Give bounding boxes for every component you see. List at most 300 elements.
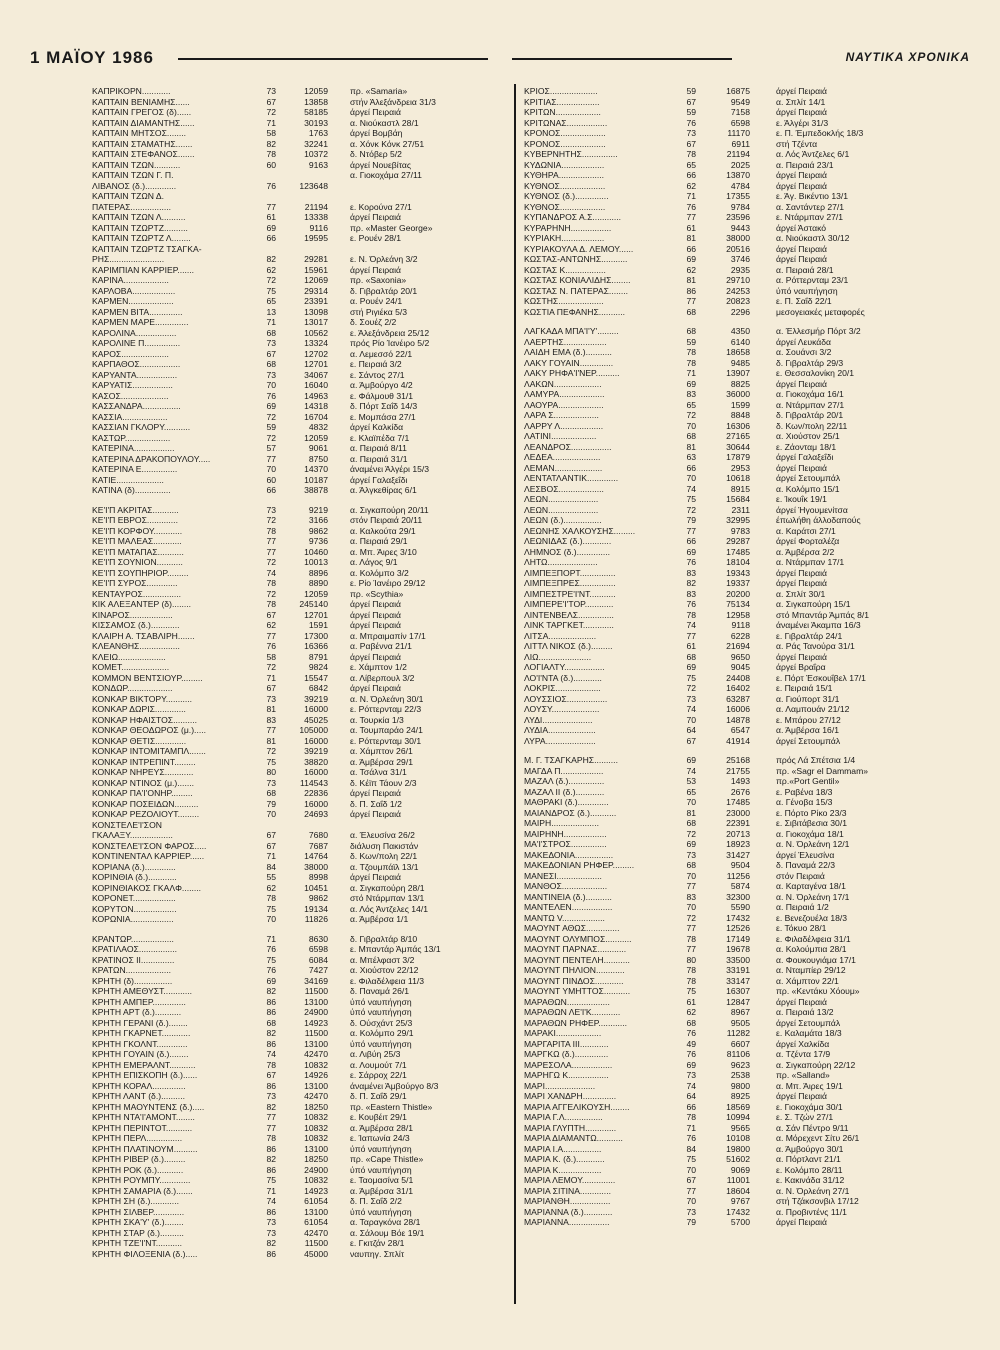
ship-position: α. Έλλεσμήρ Πόρτ 3/2	[776, 326, 861, 336]
build-year: 86	[266, 1007, 276, 1017]
tonnage: 16000	[304, 767, 328, 777]
tonnage: 1763	[308, 128, 328, 138]
tonnage: 22836	[304, 788, 328, 798]
tonnage: 34169	[304, 975, 328, 986]
tonnage: 14923	[304, 1185, 328, 1196]
ship-row	[92, 296, 502, 307]
build-year: 74	[686, 1080, 696, 1091]
tonnage: 14878	[726, 714, 750, 725]
ship-row	[524, 1070, 974, 1081]
ship-row	[92, 265, 502, 276]
build-year: 72	[266, 557, 276, 567]
ship-name: ΚΑΣΣΙΑ...................	[92, 411, 168, 422]
tonnage: 12702	[304, 348, 328, 359]
tonnage: 10832	[304, 1122, 328, 1133]
tonnage: 29281	[304, 254, 328, 264]
tonnage: 9549	[730, 96, 750, 107]
build-year: 68	[686, 651, 696, 662]
ship-position: μεσογειακές μεταφορές	[776, 306, 865, 317]
ship-row	[524, 233, 974, 244]
ship-position: α. Ντάρμπαν 27/1	[776, 399, 845, 410]
ship-name: ΚΑΠΤΑΙΝ ΤΖΩΝ Δ.	[92, 191, 165, 201]
tonnage: 6140	[730, 336, 750, 347]
ship-position: α. Πειραιά 1/2	[776, 902, 829, 912]
build-year: 74	[266, 1196, 276, 1206]
ship-position: α. Πειραιά 23/1	[776, 159, 834, 170]
tonnage: 11500	[304, 1238, 328, 1248]
ship-name: ΚΟΡΙΑΝΑ (δ.).............	[92, 861, 176, 872]
ship-name: ΚΑΤΙΝΑ (δ)...............	[92, 485, 171, 495]
ship-name: ΚΩΣΤΑΣ Ν. ΠΑΤΕΡΑΣ........	[524, 285, 629, 296]
ship-position: άργεί Πειραιά	[776, 243, 827, 254]
tonnage: 14318	[304, 401, 328, 411]
ship-position: ε. Ντάρμπαν 27/1	[776, 212, 844, 222]
build-year: 80	[686, 954, 696, 965]
tonnage: 13100	[304, 1080, 328, 1091]
ship-position: ε. Χάμπτον 1/2	[350, 662, 407, 672]
build-year: 69	[266, 401, 276, 411]
ship-name: ΚΟΝΚΑΡ ΔΩΡΙΣ.............	[92, 704, 186, 714]
magazine-title: ΝΑΥΤΙΚΑ ΧΡΟΝΙΚΑ	[845, 50, 970, 64]
ship-name: ΚΡΗΤΗ ΡΟΚ (δ.)...........	[92, 1164, 184, 1175]
build-year: 76	[266, 180, 276, 191]
ship-position: α. Πόρτλαντ 21/1	[776, 1154, 841, 1164]
ship-row	[92, 1102, 502, 1113]
ship-name: ΜΑΡΙΑ Κ. (δ.)............	[524, 1154, 605, 1164]
build-year: 77	[266, 536, 276, 546]
tonnage: 61054	[304, 1196, 328, 1206]
ship-name: ΛΑΚΥ ΡΗΦΑ'Ι'ΝΕΡ..........	[524, 368, 620, 378]
tonnage: 17485	[726, 546, 750, 557]
ship-position: άργεί Ήγουμενίτσα	[776, 504, 848, 515]
tonnage: 9504	[730, 860, 750, 870]
ship-row	[92, 1238, 502, 1249]
ship-name: Μ. Γ. ΤΣΑΓΚΑΡΗΣ..........	[524, 755, 618, 765]
build-year: 73	[266, 693, 276, 704]
ship-name: ΚΥΘΝΟΣ...................	[524, 201, 606, 212]
ship-name: ΜΑΡΑΘΩΝ ΡΗΦΕΡ............	[524, 1017, 628, 1028]
build-year: 70	[266, 914, 276, 924]
build-year: 78	[686, 1112, 696, 1122]
tonnage: 9862	[308, 525, 328, 536]
tonnage: 9505	[730, 1017, 750, 1028]
ship-name: ΚΕ'Ι'Π ΣΟΥΝΙΟΝ...........	[92, 557, 183, 567]
ship-position: άργεί Πειραιά	[776, 1091, 827, 1101]
build-year: 67	[686, 735, 696, 746]
ship-position: πρ. «Eastern Thistle»	[350, 1101, 433, 1112]
ship-position: άργεί Πειραιά	[776, 254, 827, 264]
ship-name: ΚΛΑΙΡΗ Α. ΤΣΑΒΛΙΡΗ.......	[92, 630, 195, 641]
tonnage: 9824	[308, 662, 328, 672]
tonnage: 33191	[726, 965, 750, 975]
ship-position: πρ. «Saxonia»	[350, 275, 407, 285]
build-year: 73	[266, 369, 276, 380]
ship-row	[92, 1165, 502, 1176]
tonnage: 14923	[304, 1017, 328, 1028]
ship-name: ΚΩΣΤΙΑ ΠΕΦΑΝΗΣ...........	[524, 306, 626, 317]
ship-row	[92, 976, 502, 987]
build-year: 78	[686, 347, 696, 357]
ship-row	[524, 337, 974, 348]
ship-position: δ. Πόρτ Σαΐδ 14/3	[350, 401, 418, 411]
ship-name: ΚΟΡΩΝΙΑ..................	[92, 914, 174, 924]
build-year: 82	[266, 1238, 276, 1248]
ship-name: ΚΡΗΤΗ ΣΚΑ'Υ' (δ.)........	[92, 1217, 184, 1227]
ship-name: ΚΟΝΚΑΡ ΙΝΤΟΜΙΤΑΜΠΛ.......	[92, 746, 206, 756]
ship-name: ΜΑΡΙΑ Ι.Α................	[524, 1143, 602, 1154]
tonnage: 21755	[726, 765, 750, 776]
ship-row	[524, 275, 974, 286]
ship-row	[524, 965, 974, 976]
tonnage: 45000	[304, 1248, 328, 1259]
ship-position: α. Χιούστον 25/1	[776, 431, 840, 441]
ship-row	[92, 1112, 502, 1123]
ship-position: α. Άλγκεθίρας 6/1	[350, 485, 417, 495]
build-year: 75	[686, 1154, 696, 1164]
ship-position: ε. Κακινάδα 31/12	[776, 1175, 845, 1185]
build-year: 72	[686, 828, 696, 839]
build-year: 83	[686, 891, 696, 902]
ship-name: ΛΙΜΠΕΞΠΟΡΤ...............	[524, 567, 616, 578]
build-year: 70	[686, 797, 696, 807]
ship-row	[92, 475, 502, 486]
build-year: 73	[686, 1070, 696, 1080]
ship-name: ΚΟΝΚΑΡ ΘΕΤΙΣ.............	[92, 735, 187, 746]
ship-row	[524, 1207, 974, 1218]
tonnage: 19134	[304, 903, 328, 914]
ship-name: ΚΩΣΤΑΣ ΚΟΝΙΑΛΙΔΗΣ........	[524, 275, 631, 285]
build-year: 61	[686, 222, 696, 233]
build-year: 86	[266, 1164, 276, 1175]
ship-row	[524, 850, 974, 861]
tonnage: 19800	[726, 1143, 750, 1154]
tonnage: 17300	[304, 630, 328, 641]
tonnage: 17432	[726, 912, 750, 923]
ship-row	[524, 829, 974, 840]
build-year: 75	[266, 954, 276, 965]
ship-position: άργεί Πειραιά	[350, 620, 401, 630]
ship-name: ΚΙΣΣΑΜΟΣ (δ.)............	[92, 620, 180, 630]
ship-position: ε. Πόρτο Ρίκο 23/3	[776, 807, 847, 818]
ship-position: α. Γιοκοχάμα 16/1	[776, 389, 844, 399]
tonnage: 10562	[304, 327, 328, 338]
tonnage: 13100	[304, 1038, 328, 1049]
ship-name: ΚΑΡΟΛΙΝΕ Π...............	[92, 338, 181, 348]
ship-name: ΚΡΗΤΗ ΦΙΛΟΞΕΝΙΑ (δ.).....	[92, 1248, 198, 1259]
build-year: 78	[266, 599, 276, 609]
ship-name: ΚΡΟΝΟΣ...................	[524, 128, 606, 138]
ship-position: άργεί Πειραιά	[350, 872, 401, 882]
tonnage: 16402	[726, 683, 750, 693]
ship-row	[524, 463, 974, 474]
ship-position: ε. Σάντος 27/1	[350, 369, 405, 380]
build-year: 66	[266, 233, 276, 243]
ship-name: ΛΥΔΙ.....................	[524, 714, 593, 725]
build-year: 73	[266, 1217, 276, 1227]
tonnage: 4350	[730, 326, 750, 336]
build-year: 66	[266, 485, 276, 495]
ship-row	[92, 118, 502, 129]
ship-row	[524, 368, 974, 379]
ship-position: ύπό ναυπήγηση	[776, 285, 838, 296]
ship-position: α. Λεμεσσό 22/1	[350, 348, 413, 359]
ship-row	[92, 401, 502, 412]
ship-row	[92, 139, 502, 150]
ship-row	[92, 641, 502, 652]
build-year: 77	[266, 546, 276, 557]
tonnage: 27165	[726, 431, 750, 441]
tonnage: 9862	[308, 893, 328, 903]
ship-position: α. Καλκούτα 29/1	[350, 525, 416, 536]
ship-name: ΜΑΡΑΘΩΝ ΛΕ'Ι'Κ............	[524, 1007, 621, 1017]
tonnage: 30644	[726, 441, 750, 452]
ship-position: ε. Σιβιτάβεσια 30/1	[776, 818, 847, 828]
ship-position: α. Ν. Όρλεάνη 27/1	[776, 1185, 850, 1196]
ship-row	[92, 286, 502, 297]
ship-row	[92, 359, 502, 370]
ship-name: ΚΑΣΣΑΝΔΡΑ................	[92, 401, 181, 411]
tonnage: 38878	[304, 485, 328, 495]
ship-row	[524, 818, 974, 829]
tonnage: 11170	[727, 128, 750, 138]
tonnage: 42470	[304, 1049, 328, 1059]
ship-row	[92, 620, 502, 631]
tonnage: 38000	[304, 861, 328, 872]
ship-row	[524, 955, 974, 966]
build-year: 62	[686, 1007, 696, 1017]
build-year: 73	[266, 777, 276, 788]
ship-name: ΚΕ'Ι'Π ΕΒΡΟΣ.............	[92, 515, 178, 525]
ship-name: ΚΕ'Ι'Π ΚΟΡΦΟΥ............	[92, 525, 183, 536]
ship-row	[524, 1165, 974, 1176]
build-year: 74	[266, 1049, 276, 1059]
tonnage: 11282	[726, 1028, 750, 1038]
ship-position: δ. Ντόβερ 5/2	[350, 149, 402, 159]
ship-name: ΛΙΒΑΝΟΣ (δ.).............	[92, 180, 177, 191]
build-year: 77	[266, 453, 276, 464]
ship-position	[328, 820, 502, 831]
ship-name: ΛΑΜΥΡΑ...................	[524, 389, 605, 399]
build-year: 69	[686, 254, 696, 264]
build-year: 67	[266, 683, 276, 693]
ship-row	[524, 526, 974, 537]
ship-name: ΜΑΝΤΩ V..................	[524, 912, 605, 923]
tonnage: 16875	[726, 86, 750, 96]
tonnage: 13100	[304, 996, 328, 1007]
tonnage: 75134	[726, 599, 750, 609]
ship-position: άργεί Βραΐρα	[776, 662, 826, 672]
ship-row	[92, 275, 502, 286]
ship-position: ε. Ρουέν 28/1	[350, 233, 402, 243]
ship-row	[524, 620, 974, 631]
ship-position: α. Νιούκαστλ 30/12	[776, 233, 850, 243]
tonnage: 24408	[726, 672, 750, 683]
build-year: 76	[686, 117, 696, 128]
tonnage: 21694	[726, 641, 750, 651]
build-year: 78	[266, 1059, 276, 1070]
tonnage: 8915	[730, 483, 750, 494]
build-year	[240, 170, 276, 181]
ship-name: ΛΙΝΤΕΝΒΕΛΣ...............	[524, 609, 614, 620]
ship-name: ΚΑΡΙΜΠΙΑΝ ΚΑΡΡΙΕΡ.......	[92, 264, 195, 275]
ship-row	[92, 1060, 502, 1071]
tonnage: 14764	[304, 851, 328, 861]
ship-name: ΛΟΥΣΥ....................	[524, 704, 600, 714]
ship-name: ΚΑΠΤΑΙΝ ΤΖΩΡΤΖ..........	[92, 222, 188, 233]
build-year: 69	[686, 839, 696, 849]
ship-position: άργεί Καλκίδα	[350, 422, 404, 432]
ship-name: ΚΡΟΝΟΣ...................	[524, 138, 606, 149]
ship-position: α. Λάγος 9/1	[350, 557, 398, 567]
ship-row	[524, 410, 974, 421]
build-year: 78	[266, 149, 276, 159]
ship-row	[92, 652, 502, 663]
ship-name: ΚΩΣΤΗΣ...................	[524, 296, 604, 306]
ship-row	[524, 1018, 974, 1029]
tonnage	[276, 191, 328, 202]
ship-name: ΚΡΗΤΗ ΝΤΑ'Ι'ΑΜΟΝΤ........	[92, 1112, 195, 1122]
build-year: 82	[266, 986, 276, 996]
ship-name: ΚΑΠΤΑΙΝ ΓΡΕΓΟΣ (δ)......	[92, 107, 192, 117]
ship-position: άργεί Σετουμπάλ	[776, 1017, 841, 1028]
ship-row	[524, 181, 974, 192]
ship-row	[92, 391, 502, 402]
tonnage: 9219	[308, 504, 328, 515]
ship-row	[92, 578, 502, 589]
ship-position: άναμένει Άκαμπα 16/3	[776, 620, 861, 630]
ship-row	[524, 139, 974, 150]
ship-position: άργεί Χαλκίδα	[776, 1038, 830, 1049]
build-year: 77	[686, 212, 696, 222]
ship-row	[524, 673, 974, 684]
ship-position: α. Χάμπτον 26/1	[350, 746, 413, 756]
tonnage: 20713	[726, 828, 750, 839]
build-year: 65	[266, 296, 276, 306]
header-rule-mid	[512, 58, 732, 60]
ship-row	[524, 97, 974, 108]
build-year: 77	[266, 1122, 276, 1133]
ship-row	[524, 902, 974, 913]
build-year: 86	[686, 285, 696, 296]
ship-position: δ. Κων/πολη 22/11	[776, 420, 848, 431]
build-year: 71	[686, 368, 696, 378]
ship-row	[524, 202, 974, 213]
ship-position: α. Σπλίτ 30/1	[776, 588, 826, 599]
tonnage: 18250	[304, 1154, 328, 1164]
ship-name: ΚΟΝΚΑΡ ΒΙΚΤΟΡΥ...........	[92, 693, 193, 704]
build-year: 81	[686, 807, 696, 818]
tonnage: 13858	[304, 96, 328, 107]
tonnage	[276, 170, 328, 181]
ship-name: ΛΑΤΙΝΙ...................	[524, 431, 597, 441]
ship-name: ΚΩΣΤΑΣ Κ.................	[524, 264, 606, 275]
ship-position: ε. Ραβένα 18/3	[776, 786, 833, 797]
ship-position: α. Καράτσι 27/1	[776, 525, 836, 536]
tonnage: 114543	[299, 777, 328, 788]
build-year: 66	[686, 170, 696, 180]
ship-name: ΚΡΑΤΙΛΑΟΣ................	[92, 944, 178, 954]
build-year: 75	[266, 756, 276, 767]
ship-row	[524, 505, 974, 516]
ship-position: α. Ρόττερνταμ 23/1	[776, 275, 849, 285]
ship-name: ΚΡΙΟΣ....................	[524, 86, 598, 96]
ship-name: ΚΡΗΤΗ ΡΙΒΕΡ (δ.).........	[92, 1154, 186, 1164]
ship-name: ΚΟΡΥΤΟΝ..................	[92, 903, 177, 914]
tonnage: 9736	[308, 536, 328, 546]
ship-row	[524, 662, 974, 673]
ship-row	[92, 1217, 502, 1228]
build-year: 65	[686, 786, 696, 797]
tonnage: 9623	[730, 1059, 750, 1070]
ship-position: α. Λουμούτ 7/1	[350, 1059, 407, 1070]
build-year: 69	[686, 546, 696, 557]
tonnage: 18604	[726, 1185, 750, 1196]
build-year: 75	[686, 986, 696, 996]
ship-position: στήν Άλεξάνδρεια 31/3	[350, 96, 436, 107]
build-year: 68	[266, 359, 276, 369]
ship-name: ΜΑΡΓΑΡΙΤΑ ΙΙΙ............	[524, 1038, 609, 1049]
ship-position: ε. Τόκυο 28/1	[776, 923, 827, 933]
ship-row	[92, 599, 502, 610]
build-year: 83	[266, 714, 276, 725]
ship-name: ΚΑΣΟΣ....................	[92, 390, 169, 401]
ship-position: άργεί Νουεβίτας	[350, 159, 412, 170]
ship-row	[524, 766, 974, 777]
ship-row	[524, 1186, 974, 1197]
ship-name: ΛΑΚΩΝ....................	[524, 378, 602, 389]
ship-row	[524, 599, 974, 610]
ship-row	[524, 860, 974, 871]
build-year: 73	[686, 693, 696, 704]
ship-row	[92, 872, 502, 883]
build-year: 70	[686, 902, 696, 912]
ship-row	[92, 433, 502, 444]
build-year: 73	[686, 849, 696, 860]
build-year: 75	[686, 494, 696, 504]
ship-position: α. Άμβέρσα 29/1	[350, 756, 414, 767]
ship-name: ΚΑΣΣΙΑΝ ΓΚΛΟΡΥ...........	[92, 422, 191, 432]
ship-name: ΚΡΙΤΩΝ...................	[524, 107, 601, 117]
ship-position: ε. Σ. Τζών 27/1	[776, 1112, 834, 1122]
ship-name: ΚΟΝΚΑΡ ΠΟΣΕΙΔΩΝ..........	[92, 798, 199, 809]
ship-position: ε. Φάλμουθ 31/1	[350, 390, 414, 401]
ship-name: ΚΑΡΜΕΝ ΜΑΡΕ..............	[92, 317, 189, 327]
ship-row	[92, 1018, 502, 1029]
tonnage: 16000	[304, 704, 328, 714]
tonnage: 32995	[726, 515, 750, 525]
ship-name: ΡΗΣ.......................	[92, 254, 165, 264]
ship-name: ΚΑΡΥΑΤΙΣ.................	[92, 380, 173, 390]
ship-name: ΚΛΕΑΝΘΗΣ.................	[92, 641, 180, 651]
ship-position: α. Ράς Τανούρα 31/1	[776, 641, 855, 651]
ship-position: δ. Παναμά 22/3	[776, 860, 836, 870]
ship-position	[328, 191, 502, 202]
ship-position: α. Ταραγκόνα 28/1	[350, 1217, 421, 1227]
build-year: 82	[266, 254, 276, 264]
ship-row	[524, 547, 974, 558]
ship-position: α. Μπέλφαστ 3/2	[350, 954, 415, 965]
tonnage: 29314	[304, 285, 328, 296]
tonnage: 8998	[308, 872, 328, 882]
build-year: 62	[686, 264, 696, 275]
build-year: 84	[686, 1143, 696, 1154]
tonnage: 13098	[304, 306, 328, 317]
ship-name: ΚΑΠΤΑΙΝ ΣΤΑΜΑΤΗΣ.......	[92, 138, 193, 149]
ship-position: πρ.«Port Gentil»	[776, 776, 840, 786]
tonnage: 18569	[726, 1101, 750, 1112]
ship-position: α. Σιγκαπούρη 15/1	[776, 599, 851, 609]
tonnage: 12059	[304, 86, 328, 96]
